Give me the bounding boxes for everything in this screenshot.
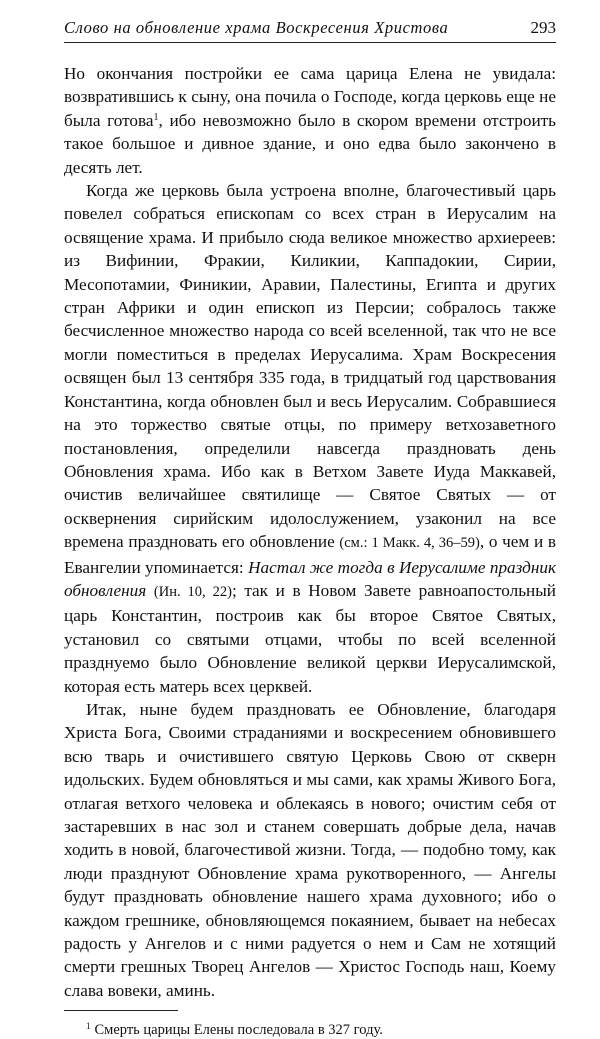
paragraph-2 [64, 179, 556, 698]
footnote-reference[interactable]: 1 [153, 111, 159, 123]
paragraph-text: Итак, ныне будем праздновать ее Обновление, благодаря Христа Бога, Своими страданиями и воскресением обновившего всю тварь и очистившего святую Церковь Свою от скверн идольских. Будем обновляться и мы сами, как храмы Живого Бога, отлагая ветхого человека и облекаясь в нового; очистим себя от застаревших в нас зол и станем совершать добрые дела, начав ходить в новой, благочестивой жизни. Тогда, — подобно тому, как люди празднуют Обновление храма рукотворенного, — Ангелы будут праздновать обновление нашего храма духовного; ибо о каждом грешнике, обновляющемся покаянием, бывает на небесах радость у Ангелов и с ними радуется о нем и Сам не хотящий смерти грешных Творец Ангелов — Христос Господь наш, Коему слава вовеки, аминь. [64, 699, 556, 1000]
scripture-quote: Настал же тогда в Иерусалиме праздник обновления [64, 557, 556, 600]
footnote-marker: 1 [86, 1021, 91, 1032]
paragraph-text [146, 581, 154, 600]
paragraph-3 [64, 698, 556, 1002]
paragraph-text: Но окончания постройки ее сама царица Елена не увидала: возвратившись к сыну, она почила о Господе, когда церковь еще не была готова [64, 64, 556, 130]
footnote [64, 1021, 556, 1039]
book-page [64, 18, 556, 1039]
paragraph-text: Когда же церковь была устроена вполне, благочестивый царь повелел собраться епископам со всех стран в Иерусалим на освящение храма. И прибыло сюда великое множество архиереев: из Вифинии, Фракии, Киликии, Каппадокии, Сирии, Месопотамии, Финикии, Аравии, Палестины, Египта и других стран Африки и один епископ из Персии; собралось также бесчисленное множество народа со всей вселенной, так что не все могли поместиться в пределах Иерусалима. Храм Воскресения освящен был 13 сентября 335 года, в тридцатый год царствования Константина, когда обновлен был и весь Иерусалим. Собравшиеся на это торжество святые отцы, по примеру ветхозаветного постановления, определили навсегда праздновать день Обновления храма. Ибо как в Ветхом Завете Иуда Маккавей, очистив величайшее святилище — Святое Святых — от осквернения сирийским идолослужением, узаконил на все времена праздновать его обновление [64, 181, 556, 552]
paragraph-text: ; так и в Новом Завете равноапостольный царь Константин, построив как бы второе Святое Святых, установил со святыми отцами, чтобы по всей вселенной празднуемо было Обновление великой церкви Иерусалимской, которая есть матерь всех церквей. [64, 580, 557, 696]
main-text [64, 62, 556, 1002]
paragraph-text: , ибо невозможно было в скором времени отстроить такое большое и дивное здание, и оно едва было закончено в десять лет. [64, 110, 556, 177]
page-number: 293 [530, 18, 556, 37]
footnote-text: Смерть царицы Елены последовала в 327 году. [94, 1022, 383, 1039]
paragraph-text: , о чем и в Евангелии упоминается: [64, 532, 556, 577]
scripture-reference: (см.: 1 Макк. 4, 36–59) [339, 535, 480, 552]
running-header [64, 18, 556, 43]
paragraph-1 [64, 62, 556, 179]
running-title: Слово на обновление храма Воскресения Христова [64, 18, 449, 37]
scripture-reference: (Ин. 10, 22) [153, 583, 232, 600]
footnote-divider [64, 1010, 178, 1011]
